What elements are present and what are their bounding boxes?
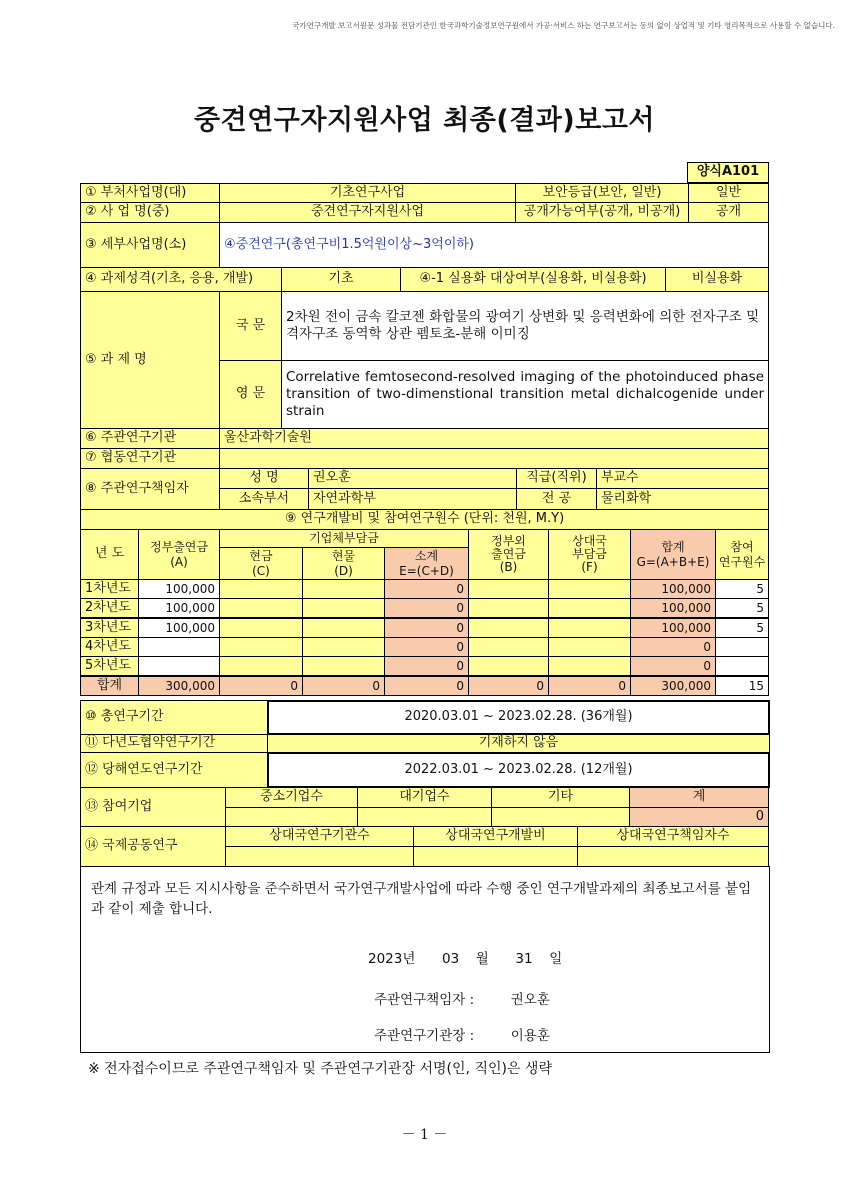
signer-pi-name: 권오훈 [510, 992, 550, 1008]
budget-row-1-year: 1차년도 [80, 579, 139, 599]
value-pi-department: 자연과학부 [308, 488, 517, 510]
value-program: 중견연구자지원사업 [219, 202, 516, 223]
value-total: 0 [629, 807, 769, 827]
budget-row-sum-gov: 300,000 [138, 676, 220, 696]
budget-header: ⑨ 연구개발비 및 참여연구원수 (단위: 천원, M.Y) [80, 509, 769, 530]
budget-row-4-staff [715, 637, 769, 657]
budget-row-sum-partner: 0 [548, 676, 631, 696]
value-large-company-count [357, 807, 492, 827]
budget-row-sum-cash: 0 [219, 676, 303, 696]
budget-row-3-gov: 100,000 [138, 618, 220, 638]
budget-row-3-staff: 5 [715, 618, 769, 638]
label-security-level: 보안등급(보안, 일반) [515, 183, 689, 203]
value-task-type: 기초 [281, 267, 401, 292]
signer-pi-role: 주관연구책임자 : [374, 992, 475, 1008]
budget-row-5-subtotal: 0 [384, 656, 469, 676]
value-partner-budget [413, 846, 578, 867]
budget-row-1-gov: 100,000 [138, 579, 220, 599]
budget-row-2-partner [548, 598, 631, 618]
submission-date [368, 947, 562, 967]
value-sub-program: ④중견연구(총연구비1.5억원이상~3억이하) [219, 222, 769, 268]
label-pi-name: 성 명 [219, 468, 309, 489]
budget-row-3-kind [302, 618, 385, 638]
value-pi-major: 물리화학 [596, 488, 769, 510]
budget-row-4-cash [219, 637, 303, 657]
page-title: 중견연구자지원사업 최종(결과)보고서 [194, 105, 655, 136]
value-total-period: 2020.03.01 ~ 2023.02.28. (36개월) [267, 700, 770, 735]
budget-row-1-subtotal: 0 [384, 579, 469, 599]
budget-row-4-gov [138, 637, 220, 657]
value-sme-count [225, 807, 358, 827]
budget-row-1-staff: 5 [715, 579, 769, 599]
budget-row-5-staff [715, 656, 769, 676]
budget-row-3-total: 100,000 [630, 618, 716, 638]
budget-row-2-subtotal: 0 [384, 598, 469, 618]
budget-row-1-partner [548, 579, 631, 599]
budget-row-3-nongov [468, 618, 549, 638]
label-international-research: ⑭ 국제공동연구 [80, 826, 226, 867]
label-task-type: ④ 과제성격(기초, 응용, 개발) [80, 267, 282, 292]
date-month: 03 [442, 951, 460, 967]
label-task-name-korean: 국 문 [219, 291, 282, 361]
budget-row-sum-kind: 0 [302, 676, 385, 696]
budget-row-sum-staff: 15 [715, 676, 769, 696]
budget-row-2-cash [219, 598, 303, 618]
budget-col-non-government: 정부외 출연금 (B) [468, 529, 549, 580]
budget-col-total: 합계 G=(A+B+E) [630, 529, 716, 580]
value-disclosure: 공개 [688, 202, 769, 223]
date-day: 31 [515, 951, 533, 967]
usage-notice: 국가연구개발 보고서원문 성과물 전담기관인 한국과학기술정보연구원에서 가공·서비스 하는 연구보고서는 동의 없이 상업적 및 기타 영리목적으로 사용할 수 없습니다. [292, 21, 835, 30]
budget-row-1-cash [219, 579, 303, 599]
budget-row-4-total: 0 [630, 637, 716, 657]
budget-row-1-kind [302, 579, 385, 599]
budget-row-5-gov [138, 656, 220, 676]
label-sub-program: ③ 세부사업명(소) [80, 222, 220, 268]
budget-col-staff: 참여 연구원수 [715, 529, 769, 580]
budget-row-3-year: 3차년도 [80, 618, 139, 638]
budget-row-3-partner [548, 618, 631, 638]
col-sme-count: 중소기업수 [225, 787, 358, 808]
value-partner-institutions [225, 846, 414, 867]
budget-row-5-partner [548, 656, 631, 676]
budget-row-3-cash [219, 618, 303, 638]
budget-row-5-total: 0 [630, 656, 716, 676]
value-ministry-program: 기초연구사업 [219, 183, 516, 203]
value-task-name-korean: 2차원 전이 금속 칼코젠 화합물의 광여기 상변화 및 응력변화에 의한 전자구조 및 격자구조 동역학 상관 펨토초-분해 이미징 [281, 291, 769, 361]
label-practical-use: ④-1 실용화 대상여부(실용화, 비실용화) [400, 267, 666, 292]
budget-row-5-nongov [468, 656, 549, 676]
budget-col-corporate: 기업체부담금 [219, 529, 469, 548]
budget-col-cash: 현금 (C) [219, 547, 303, 580]
page-number: － 1 － [401, 1127, 448, 1143]
budget-row-2-year: 2차년도 [80, 598, 139, 618]
date-day-unit: 일 [549, 951, 563, 967]
col-total: 계 [629, 787, 769, 808]
form-id: 양식A101 [687, 162, 769, 183]
label-current-year-period: ⑫ 당해연도연구기간 [80, 752, 268, 788]
budget-row-2-kind [302, 598, 385, 618]
budget-row-3-subtotal: 0 [384, 618, 469, 638]
label-multiyear-period: ⑪ 다년도협약연구기간 [80, 734, 268, 753]
budget-row-sum-subtotal: 0 [384, 676, 469, 696]
label-participating-companies: ⑬ 참여기업 [80, 787, 226, 827]
budget-row-2-nongov [468, 598, 549, 618]
budget-row-4-partner [548, 637, 631, 657]
label-task-name: ⑤ 과 제 명 [80, 291, 220, 429]
budget-row-sum-total: 300,000 [630, 676, 716, 696]
budget-row-1-total: 100,000 [630, 579, 716, 599]
signer-head-role: 주관연구기관장 : [374, 1028, 475, 1044]
label-lead-institution: ⑥ 주관연구기관 [80, 428, 220, 449]
budget-row-4-year: 4차년도 [80, 637, 139, 657]
value-task-name-english: Correlative femtosecond-resolved imaging of the photoinduced phase transition of two-dimenstional transition metal dichalcogenide under strain [281, 360, 769, 429]
budget-row-2-total: 100,000 [630, 598, 716, 618]
budget-row-5-year: 5차년도 [80, 656, 139, 676]
budget-col-year: 년 도 [80, 529, 139, 580]
budget-col-government: 정부출연금 (A) [138, 529, 220, 580]
value-cooperating-institution [219, 448, 769, 469]
budget-row-4-kind [302, 637, 385, 657]
value-pi-position: 부교수 [596, 468, 769, 489]
label-disclosure: 공개가능여부(공개, 비공개) [515, 202, 689, 223]
budget-col-subtotal: 소계 E=(C+D) [384, 547, 469, 580]
value-practical-use: 비실용화 [665, 267, 769, 292]
value-security-level: 일반 [688, 183, 769, 203]
budget-col-in-kind: 현물 (D) [302, 547, 385, 580]
col-large-company-count: 대기업수 [357, 787, 492, 808]
label-cooperating-institution: ⑦ 협동연구기관 [80, 448, 220, 469]
budget-row-5-cash [219, 656, 303, 676]
value-other [491, 807, 630, 827]
value-multiyear-period: 기재하지 않음 [267, 734, 770, 753]
budget-row-sum-nongov: 0 [468, 676, 549, 696]
label-task-name-english: 영 문 [219, 360, 282, 429]
label-pi-department: 소속부서 [219, 488, 309, 510]
date-year: 2023년 [368, 951, 416, 967]
signer-pi [374, 988, 550, 1008]
declaration-text: 관계 규정과 모든 지시사항을 준수하면서 국가연구개발사업에 따라 수행 중인 연구개발과제의 최종보고서를 붙임과 같이 제출 합니다. [91, 881, 752, 918]
value-lead-institution: 울산과학기술원 [219, 428, 769, 449]
budget-col-partner: 상대국 부담금 (F) [548, 529, 631, 580]
value-current-year-period: 2022.03.01 ~ 2023.02.28. (12개월) [267, 752, 770, 788]
budget-row-2-staff: 5 [715, 598, 769, 618]
budget-row-sum-year: 합계 [80, 676, 139, 696]
label-pi-major: 전 공 [516, 488, 597, 510]
label-principal-investigator: ⑧ 주관연구책임자 [80, 468, 220, 510]
label-pi-position: 직급(직위) [516, 468, 597, 489]
date-month-unit: 월 [475, 951, 489, 967]
col-other: 기타 [491, 787, 630, 808]
declaration-box [80, 866, 770, 1053]
budget-row-5-kind [302, 656, 385, 676]
label-ministry-program: ① 부처사업명(대) [80, 183, 220, 203]
col-partner-investigators: 상대국연구책임자수 [577, 826, 769, 847]
signer-head [374, 1024, 550, 1044]
col-partner-budget: 상대국연구개발비 [413, 826, 578, 847]
value-pi-name: 권오훈 [308, 468, 517, 489]
footnote: ※ 전자접수이므로 주관연구책임자 및 주관연구기관장 서명(인, 직인)은 생략 [88, 1061, 552, 1077]
label-program: ② 사 업 명(중) [80, 202, 220, 223]
label-total-period: ⑩ 총연구기간 [80, 700, 268, 735]
value-partner-investigators [577, 846, 769, 867]
signer-head-name: 이용훈 [510, 1028, 550, 1044]
budget-row-1-nongov [468, 579, 549, 599]
budget-row-4-nongov [468, 637, 549, 657]
col-partner-institutions: 상대국연구기관수 [225, 826, 414, 847]
budget-row-4-subtotal: 0 [384, 637, 469, 657]
budget-row-2-gov: 100,000 [138, 598, 220, 618]
